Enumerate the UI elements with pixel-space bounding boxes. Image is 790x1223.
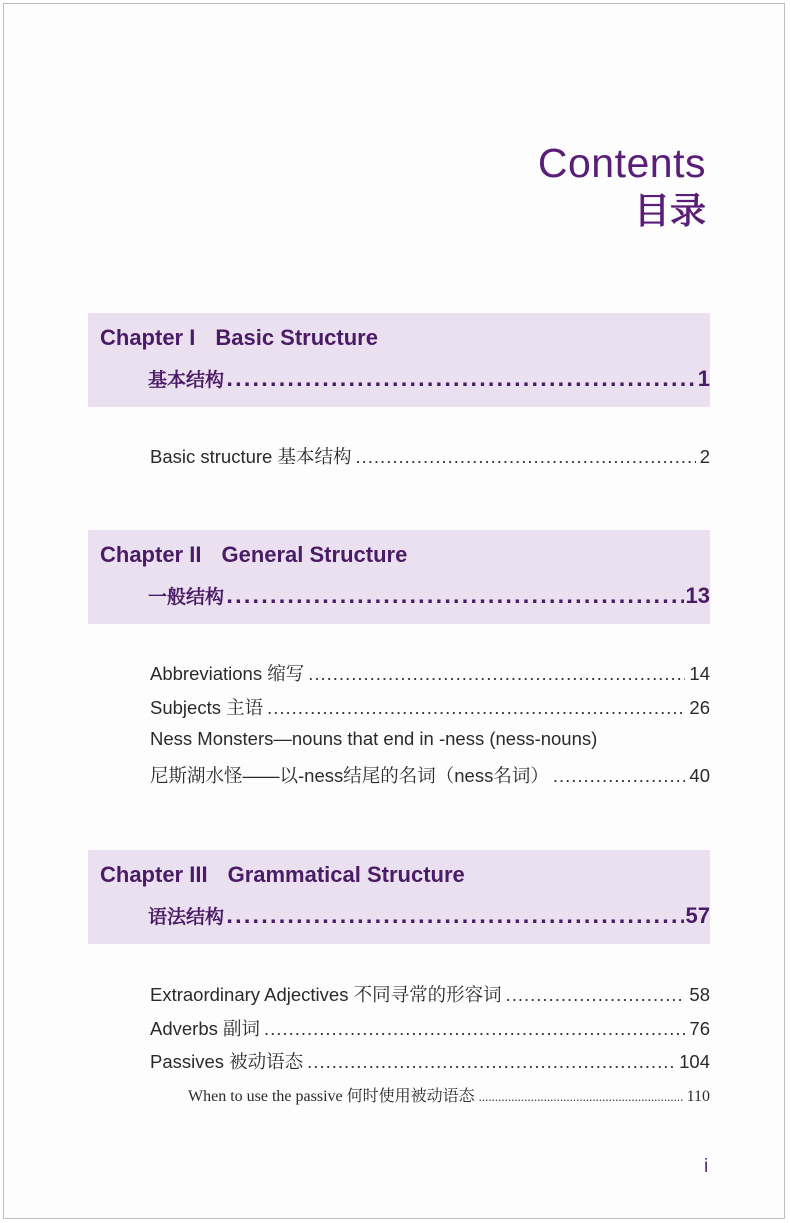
entry-page: 26: [689, 697, 710, 718]
entry-page: 104: [679, 1051, 710, 1072]
leader-dots: [226, 906, 684, 928]
chapter-3-row[interactable]: [148, 902, 710, 929]
entry-title: When to use the passive 何时使用被动语态: [188, 1088, 475, 1105]
toc-entry[interactable]: [150, 694, 710, 720]
chapter-2-title[interactable]: [100, 542, 407, 568]
chapter-1-number: Chapter I: [100, 325, 196, 350]
leader-dots: [264, 1018, 685, 1040]
entry-title: Adverbs 副词: [150, 1018, 261, 1039]
chapter-3-title[interactable]: [100, 862, 465, 888]
leader-dots: [479, 1089, 683, 1105]
leader-dots: [308, 663, 685, 685]
entry-title: Abbreviations 缩写: [150, 663, 305, 684]
contents-title-zh: 目录: [633, 191, 706, 232]
chapter-1-zh: 基本结构: [148, 369, 225, 391]
chapter-3-number: Chapter III: [100, 862, 208, 887]
leader-dots: [356, 446, 696, 468]
toc-entry[interactable]: [150, 1048, 710, 1074]
chapter-1-page: 1: [697, 366, 710, 391]
chapter-3-band: [88, 850, 710, 944]
entry-title: Passives 被动语态: [150, 1051, 304, 1072]
entry-page: 76: [689, 1018, 710, 1039]
toc-entry[interactable]: [150, 981, 710, 1007]
toc-entry[interactable]: [150, 660, 710, 686]
entry-title: 尼斯湖水怪——以-ness结尾的名词（ness名词）: [150, 765, 549, 786]
entry-title: Basic structure 基本结构: [150, 446, 352, 467]
chapter-2-band: [88, 530, 710, 624]
page-number: i: [704, 1156, 709, 1177]
chapter-1-band: [88, 313, 710, 407]
chapter-2-page: 13: [685, 583, 710, 608]
leader-dots: [553, 765, 686, 787]
entry-title: Extraordinary Adjectives 不同寻常的形容词: [150, 984, 502, 1005]
entry-title: Subjects 主语: [150, 697, 264, 718]
chapter-2-number: Chapter II: [100, 542, 202, 567]
toc-entry[interactable]: [150, 762, 710, 788]
toc-entry-line[interactable]: Ness Monsters—nouns that end in -ness (ness-nouns): [150, 728, 598, 749]
leader-dots: [226, 369, 696, 391]
chapter-3-zh: 语法结构: [148, 906, 225, 928]
chapter-3-page: 57: [685, 903, 710, 928]
contents-title: Contents: [537, 140, 706, 186]
chapter-1-name: Basic Structure: [215, 325, 378, 350]
toc-entry[interactable]: [150, 443, 710, 469]
entry-page: 110: [686, 1088, 710, 1105]
entry-page: 2: [699, 446, 710, 467]
leader-dots: [267, 697, 685, 719]
chapter-3-name: Grammatical Structure: [227, 862, 465, 887]
entry-page: 58: [689, 984, 710, 1005]
chapter-1-row[interactable]: [148, 365, 710, 392]
entry-page: 40: [689, 765, 710, 786]
toc-subentry[interactable]: [188, 1083, 710, 1106]
chapter-1-title[interactable]: [100, 325, 378, 351]
chapter-2-zh: 一般结构: [148, 586, 225, 608]
leader-dots: [506, 984, 686, 1006]
leader-dots: [226, 586, 684, 608]
entry-page: 14: [689, 663, 710, 684]
chapter-2-name: General Structure: [221, 542, 408, 567]
chapter-2-row[interactable]: [148, 582, 710, 609]
toc-entry[interactable]: [150, 1015, 710, 1041]
leader-dots: [307, 1051, 675, 1073]
